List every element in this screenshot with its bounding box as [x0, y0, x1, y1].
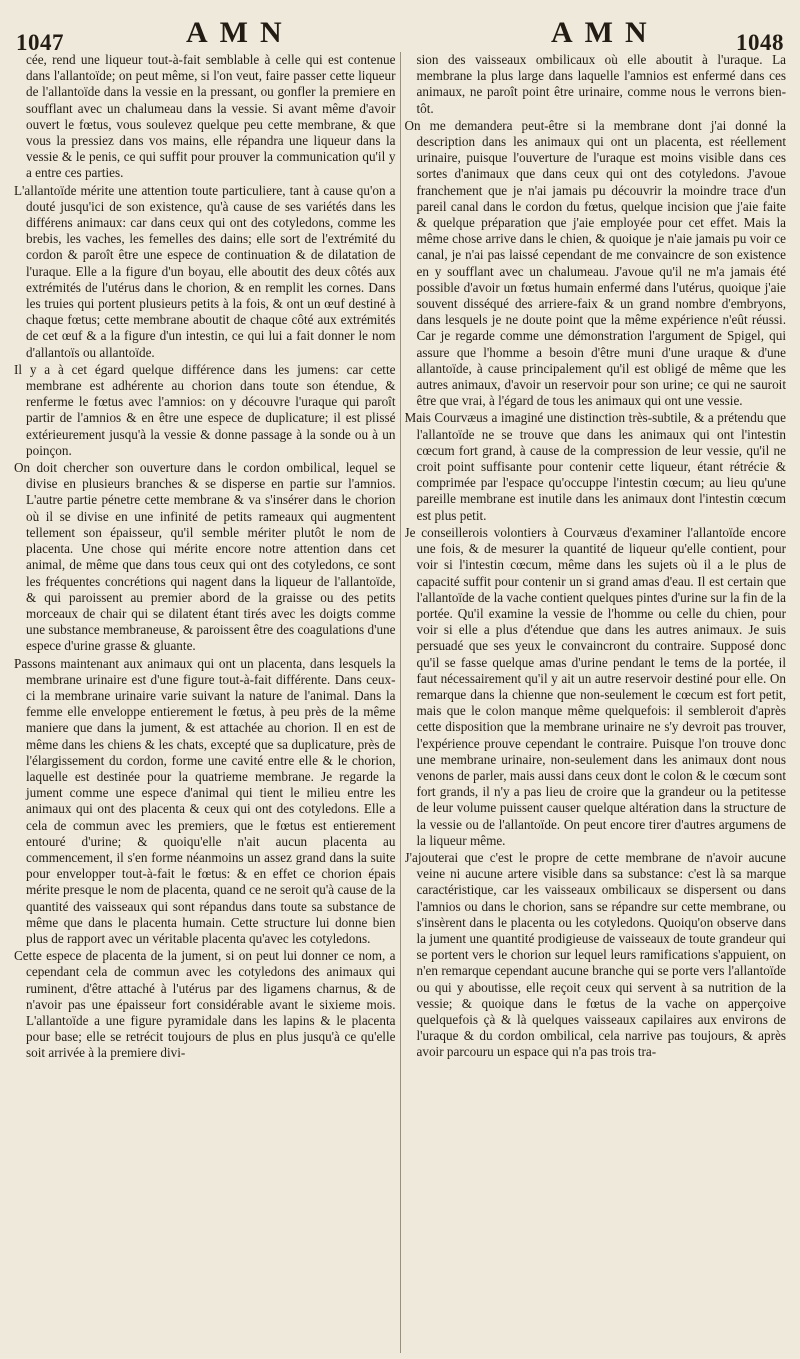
- text-columns: [14, 52, 786, 1353]
- paragraph: cée, rend une liqueur tout-à-fait semblable à celle qui est contenue dans l'allantoïde; on peut même, si l'on veut, faire passer cette liqueur de l'allantoïde dans la vessie en la pressant, ou gonfler la premiere en soufflant avec un chalumeau dans la vessie. Si avant même d'avoir ouvert le fœtus, vous soulevez quelque peu cette membrane, & que vous la pressiez dans vos mains, elle répandra une liqueur dans la vessie & le penis, ce qui suffit pour prouver la communication qu'il y a entre ces parties.: [26, 52, 396, 181]
- paragraph: Je conseillerois volontiers à Courvæus d'examiner l'allantoïde encore une fois, & de mesurer la quantité de liqueur qu'elle contient, pour voir si l'intestin cœcum, même dans les sujets où il a le plus de capacité suffit pour contenir un si grand amas d'eau. Il est certain que l'allantoïde de la vache contient quelques pintes d'urine sur la fin de la portée. Qu'il examine la vessie de l'homme ou celle du chien, pour voir si elle a plus d'étendue que dans les autres animaux. Je suis persuadé que ses yeux le convaincront du contraire. Supposé donc qu'il se fasse quelque amas d'urine pendant le tems de la portée, il faut nécessairement qu'il y ait un autre reservoir destiné pour elle. On remarque dans la chienne que non-seulement le cœcum est fort petit, mais que le colon manque même quelquefois: il sembleroit d'après cette disposition que la membrane urinaire ne s'y devroit pas trouver, l'expérience prouve cependant le contraire. Puisque l'on trouve donc une membrane urinaire, non-seulement dans les animaux dont nous venons de parler, mais aussi dans ceux dont le colon & le cœcum sont fort grands, il n'y a pas lieu de croire que la grandeur ou la petitesse de leur volume puissent causer quelque altération dans la structure de la vessie ou de l'allantoïde. On peut encore tirer d'autres argumens de la liqueur même.: [404, 524, 786, 848]
- paragraph: J'ajouterai que c'est le propre de cette membrane de n'avoir aucune veine ni aucune artere visible dans sa substance: c'est là sa marque caractéristique, car les vaisseaux ombilicaux se dispersent ou dans l'amnios ou dans le chorion, sans se répandre sur cette membrane, ou s'insèrent dans le placenta ou les cotyledons. Quoiqu'on observe dans la jument une quantité prodigieuse de vaisseaux de toute grandeur qui se portent vers le chorion sur lequel leurs ramifications s'appuient, on n'en remarque cependant aucune branche qui se porte vers l'allantoïde ou qui y aboutisse, elle reçoit ceux qui servent à sa nutrition de la vessie; & quoique dans le fœtus de la vache on apperçoive quelquefois çà & là quelques vaisseaux capilaires aux environs de l'uraque & du cordon ombilical, cela narrive pas toujours, & après avoir parcouru un espace qui n'a pas trois tra-: [404, 849, 786, 1060]
- left-page-number: 1047: [16, 30, 64, 55]
- left-running-headword: AMN: [186, 16, 294, 49]
- right-running-headword: AMN: [551, 16, 659, 49]
- paragraph: L'allantoïde mérite une attention toute particuliere, tant à cause qu'on a douté jusqu'ici de son existence, qu'à cause de ses variétés dans les différens animaux: car dans ceux qui ont des cotyledons, comme les brebis, les vaches, les femelles des dains; elle sort de l'extrémité du cordon & paroît être une espece de continuation & de dilatation de l'uraque. Elle a la figure d'un boyau, elle aboutit des deux côtés aux extrémités de l'utérus dans le chorion, & en remplit les cornes. Dans les truies qui portent plusieurs petits à la fois, & ont un œuf destiné à chaque fœtus; cette membrane aboutit de chaque côté aux extrémités de cet œuf & a la figure d'un intestin, ce qui lui a fait donner le nom d'allantoïs ou allantoïde.: [14, 182, 396, 360]
- paragraph: Cette espece de placenta de la jument, si on peut lui donner ce nom, a cependant cela de commun avec les cotyledons des animaux qui ruminent, d'être attaché à l'utérus par des ligamens charnus, & de n'avoir pas une épaisseur fort considérable avant le sixieme mois. L'allantoïde a une figure pyramidale dans les lapins & le placenta pour base; elle se retrécit toujours de plus en plus jusqu'à ce qu'elle soit arrivée à la premiere divi-: [14, 948, 396, 1061]
- paragraph: Il y a à cet égard quelque différence dans les jumens: car cette membrane est adhérente au chorion dans toute son étendue, & renferme le fœtus avec l'amnios: on y découvre l'uraque qui paroît partir de l'amnios & en être une espece de duplicature; il est plissé extérieurement jusqu'à la vessie & donne passage à la sonde ou à un poinçon.: [14, 361, 396, 458]
- right-column: [405, 52, 787, 1353]
- paragraph: On doit chercher son ouverture dans le cordon ombilical, lequel se divise en plusieurs branches & se disperse en partie sur l'amnios. L'autre partie pénetre cette membrane & va s'insérer dans le chorion où il se divise en une infinité de petits rameaux qui augmentent tellement son épaisseur, qu'il semble mériter plutôt le nom de placenta. Une chose qui mérite encore notre attention dans cet animal, de même que dans tous ceux qui ont des cotyledons, ce sont les fréquentes concrétions qui nagent dans la liqueur de l'allantoïde, & qui paroissent au premier abord de la graisse ou des petits morceaux de chair qui se dilatent étant tirés avec les doigts comme une substance membraneuse, & paroissent être des coagulations d'une espece d'urine grasse & gluante.: [14, 460, 396, 654]
- page-header: [14, 6, 786, 55]
- paragraph: Mais Courvæus a imaginé une distinction très-subtile, & a prétendu que l'allantoïde ne se trouve que dans les animaux qui ont l'intestin cœcum fort grand, à cause de la compression de leur vessie, qu'il ne croit point suffisante pour contenir cette liqueur, étant rétrécie & comprimée par l'espace qu'occuppe l'intestin cœcum; au lieu qu'une pareille membrane est inutile dans les animaux dont l'intestin cœcum est plus petit.: [404, 410, 786, 523]
- column-divider: [400, 52, 401, 1353]
- right-page-number: 1048: [736, 30, 784, 55]
- paragraph: On me demandera peut-être si la membrane dont j'ai donné la description dans les animaux qui ont un placenta, est réellement urinaire, puisque l'ouverture de l'uraque est moins visible dans ces sortes d'animaux que dans ceux qui ont des cotyledons. J'avoue franchement que je n'ai jamais pu découvrir la moindre trace d'un pareil canal dans le cordon du fœtus, quelque incision que j'aie faite & quelque préparation que j'aie employée pour cet effet. Mais la même chose arrive dans le chien, & quoique je n'aie jamais pu voir ce canal, je n'ai pas laissé cependant de me convaincre de son existence en y soufflant avec un chalumeau. J'avoue qu'il ne m'a jamais été possible d'avoir un fœtus humain enfermé dans l'utérus, quoique j'aie souvent disséqué des arriere-faix & un grand nombre d'embryons, dans lesquels je ne doute point que la même expérience n'eût réussi. Car je regarde comme une démonstration l'argument de Spigel, qui assure que l'homme a besoin d'être muni d'une uraque & d'une allantoïde, à cause principalement qu'il est obligé de même que les autres animaux, d'avoir un reservoir pour son urine; ce qui ne sauroit être que vrai, à l'égard de tous les animaux qui ont une vessie.: [404, 117, 786, 409]
- left-column: [14, 52, 396, 1353]
- paragraph: Passons maintenant aux animaux qui ont un placenta, dans lesquels la membrane urinaire est d'une figure tout-à-fait différente. Dans ceux-ci la membrane urinaire varie suivant la nature de l'animal. Dans la femme elle enveloppe entierement le fœtus, à peu près de la même maniere que dans la jument, & est attachée au chorion. Il en est de même dans les chiens & les chats, excepté que sa duplicature, près de l'élargissement du cordon, forme une cavité entre elle & le chorion, laquelle est destinée pour la quatrieme membrane. Je regarde la jument comme une espece d'animal qui tient le milieu entre les animaux qui ont des placenta & ceux qui ont des cotyledons. Elle a cela de commun avec les premiers, que le fœtus est entierement entouré d'urine; & quoiqu'elle n'ait aucun placenta au commencement, il s'en forme néanmoins un assez grand dans la suite pour envelopper tout-à-fait le fœtus: & en effet ce chorion épais mérite presque le nom de placenta, quand ce ne seroit qu'à cause de la quantité des vaisseaux qui sont répandus dans toute sa substance de même que dans le placenta humain. Cette structure lui donne bien plus de rapport avec un véritable placenta qu'avec les cotyledons.: [14, 655, 396, 946]
- paragraph: sion des vaisseaux ombilicaux où elle aboutit à l'uraque. La membrane la plus large dans laquelle l'amnios est enfermé dans ces animaux, ne paroît point être urinaire, comme nous le verrons bien-tôt.: [416, 52, 786, 116]
